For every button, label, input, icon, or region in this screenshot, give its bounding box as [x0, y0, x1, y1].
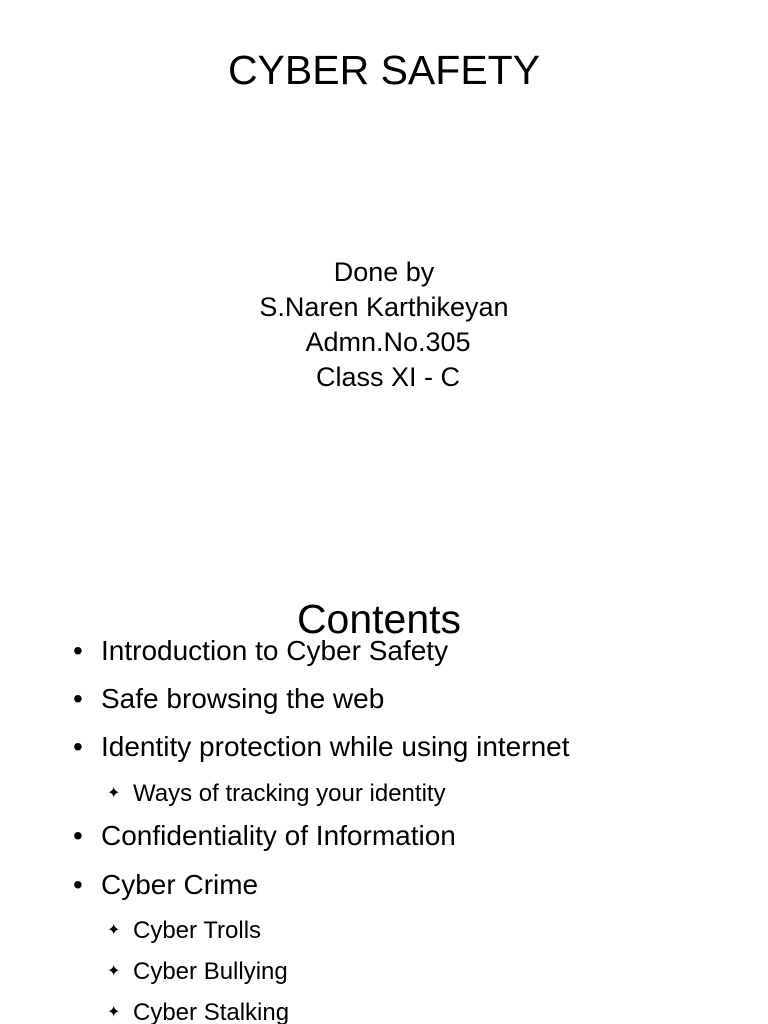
contents-item-text: Cyber Trolls — [133, 917, 262, 944]
contents-item-safe-browsing — [73, 682, 385, 716]
contents-item-text: Cyber Stalking — [133, 999, 290, 1024]
contents-item-cyber-crime — [73, 868, 259, 902]
contents-item-text: Confidentiality of Information — [101, 820, 456, 851]
contents-item-text: Identity protection while using internet — [101, 731, 570, 762]
bullet-diamond-icon: ✦ — [107, 963, 121, 980]
bullet-dot-icon: • — [73, 820, 83, 851]
contents-title: Contents — [296, 596, 462, 642]
contents-item-text: Cyber Crime — [101, 869, 259, 900]
author-line-admission-number: Admn.No.305 — [305, 327, 471, 357]
contents-item-introduction — [73, 634, 449, 668]
contents-subitem-cyber-trolls — [107, 916, 262, 946]
contents-item-text: Cyber Bullying — [133, 958, 288, 985]
contents-item-text: Introduction to Cyber Safety — [101, 635, 449, 666]
bullet-diamond-icon: ✦ — [107, 785, 121, 802]
contents-item-confidentiality — [73, 819, 456, 853]
bullet-diamond-icon: ✦ — [107, 922, 121, 939]
slide-title: CYBER SAFETY — [227, 47, 541, 93]
bullet-dot-icon: • — [73, 635, 83, 666]
bullet-dot-icon: • — [73, 683, 83, 714]
author-line-class: Class XI - C — [315, 362, 461, 392]
contents-subitem-cyber-bullying — [107, 957, 288, 987]
contents-item-text: Safe browsing the web — [101, 683, 385, 714]
bullet-dot-icon: • — [73, 731, 83, 762]
contents-item-identity-protection — [73, 730, 570, 764]
bullet-diamond-icon: ✦ — [107, 1004, 121, 1021]
bullet-dot-icon: • — [73, 869, 83, 900]
contents-subitem-cyber-stalking — [107, 998, 290, 1024]
author-line-done-by: Done by — [333, 257, 435, 287]
contents-subitem-tracking — [107, 779, 446, 809]
author-line-name: S.Naren Karthikeyan — [259, 292, 509, 322]
contents-item-text: Ways of tracking your identity — [133, 780, 446, 807]
